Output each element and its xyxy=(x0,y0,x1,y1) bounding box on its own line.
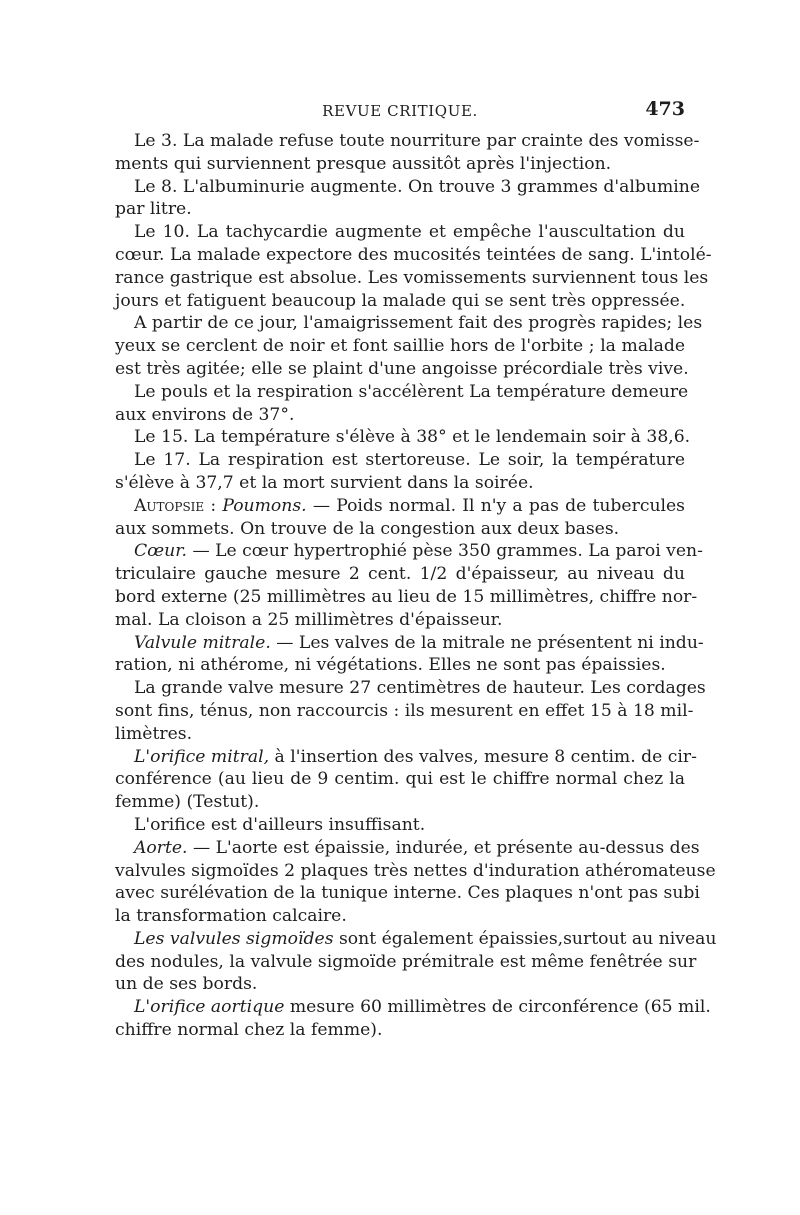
italic-text: Poumons. xyxy=(222,495,307,516)
text-line xyxy=(115,381,689,404)
text-run: est très agitée; elle se plaint d'une angoisse précordiale très vive. xyxy=(115,358,689,379)
text-line xyxy=(115,312,703,335)
text-run: Le 10. La tachycardie augmente et empêche l'auscultation du xyxy=(134,222,685,243)
text-line xyxy=(115,495,685,518)
text-run: — Les valves de la mitrale ne présentent ni indu- xyxy=(270,632,704,653)
text-line xyxy=(115,814,685,837)
text-line xyxy=(115,837,700,860)
text-line xyxy=(115,882,700,905)
text-line xyxy=(115,472,685,495)
text-line xyxy=(115,905,685,928)
text-run: cœur. La malade expectore des mucosités teintées de sang. L'intolé- xyxy=(115,244,712,265)
text-run: L'orifice est d'ailleurs insuffisant. xyxy=(134,814,426,835)
text-line xyxy=(115,404,685,427)
italic-text: L'orifice aortique xyxy=(134,997,285,1018)
text-line xyxy=(115,244,712,267)
text-line xyxy=(115,267,709,290)
text-line xyxy=(115,768,685,791)
text-line xyxy=(115,723,685,746)
text-run: sont également épaissies,surtout au niveau xyxy=(333,928,717,949)
text-line xyxy=(115,335,685,358)
text-line xyxy=(115,198,685,221)
text-run: s'élève à 37,7 et la mort survient dans la soirée. xyxy=(115,472,534,493)
text-line xyxy=(115,518,685,541)
text-run: ration, ni athérome, ni végétations. Elles ne sont pas épaissies. xyxy=(115,655,666,676)
text-run: — Le cœur hypertrophié pèse 350 grammes. La paroi ven- xyxy=(187,541,703,562)
text-line xyxy=(115,130,700,153)
text-line xyxy=(115,996,711,1019)
text-line xyxy=(115,654,685,677)
text-line xyxy=(115,973,685,996)
text-line xyxy=(115,426,691,449)
text-run: A partir de ce jour, l'amaigrissement fait des progrès rapides; les xyxy=(134,313,703,334)
text-line xyxy=(115,358,689,381)
text-run: : xyxy=(204,495,223,516)
text-run: femme) (Testut). xyxy=(115,792,260,813)
text-run: ments qui surviennent presque aussitôt après l'injection. xyxy=(115,153,612,174)
text-run: — Poids normal. Il n'y a pas de tubercules xyxy=(306,495,685,516)
text-line xyxy=(115,176,701,199)
text-run: un de ses bords. xyxy=(115,974,258,995)
text-run: valvules sigmoïdes 2 plaques très nettes d'induration athéromateuse xyxy=(115,860,716,881)
text-run: jours et fatiguent beaucoup la malade qui se sent très oppressée. xyxy=(115,290,686,311)
text-line xyxy=(115,700,694,723)
text-run: la transformation calcaire. xyxy=(115,906,347,927)
text-run: à l'insertion des valves, mesure 8 centim. de cir- xyxy=(269,746,697,767)
text-run: Le 17. La respiration est stertoreuse. Le soir, la température xyxy=(134,450,685,471)
text-run: rance gastrique est absolue. Les vomissements surviennent tous les xyxy=(115,267,709,288)
text-run: triculaire gauche mesure 2 cent. 1/2 d'épaisseur, au niveau du xyxy=(115,564,685,585)
running-head xyxy=(115,98,685,124)
text-run: Le pouls et la respiration s'accélèrent La température demeure xyxy=(134,381,689,402)
italic-text: Aorte. xyxy=(134,837,188,858)
text-run: aux sommets. On trouve de la congestion aux deux bases. xyxy=(115,518,620,539)
text-line xyxy=(115,791,685,814)
italic-text: Valvule mitrale. xyxy=(134,632,271,653)
text-run: Le 8. L'albuminurie augmente. On trouve 3 grammes d'albumine xyxy=(134,176,701,197)
text-line xyxy=(115,928,717,951)
text-run: mesure 60 millimètres de circonférence (65 mil. xyxy=(284,997,711,1018)
text-run: bord externe (25 millimètres au lieu de 15 millimètres, chiffre nor- xyxy=(115,586,698,607)
text-line xyxy=(115,746,697,769)
text-run: — L'aorte est épaissie, indurée, et présente au-dessus des xyxy=(187,837,700,858)
text-line xyxy=(115,860,716,883)
text-line xyxy=(115,632,704,655)
smallcaps-text: Autopsie xyxy=(134,495,205,516)
text-line xyxy=(115,449,685,472)
text-line xyxy=(115,1019,685,1042)
page-number: 473 xyxy=(645,98,685,120)
text-run: par litre. xyxy=(115,199,192,220)
text-run: conférence (au lieu de 9 centim. qui est le chiffre normal chez la xyxy=(115,769,685,790)
text-run: aux environs de 37°. xyxy=(115,404,295,425)
text-line xyxy=(115,677,706,700)
italic-text: Cœur. xyxy=(134,541,188,562)
text-run: limètres. xyxy=(115,723,193,744)
text-line xyxy=(115,540,703,563)
text-run: yeux se cerclent de noir et font saillie hors de l'orbite ; la malade xyxy=(115,336,685,357)
body-text xyxy=(115,130,717,1042)
text-run: Le 3. La malade refuse toute nourriture par crainte des vomisse- xyxy=(134,131,700,151)
text-line xyxy=(115,290,685,313)
text-run: avec surélévation de la tunique interne. Ces plaques n'ont pas subi xyxy=(115,883,700,904)
text-line xyxy=(115,951,697,974)
text-line xyxy=(115,563,685,586)
text-run: chiffre normal chez la femme). xyxy=(115,1020,383,1041)
text-run: des nodules, la valvule sigmoïde prémitrale est même fenêtrée sur xyxy=(115,951,697,972)
italic-text: L'orifice mitral, xyxy=(134,746,270,767)
text-run: Le 15. La température s'élève à 38° et le lendemain soir à 38,6. xyxy=(134,427,691,448)
text-line xyxy=(115,586,698,609)
text-run: mal. La cloison a 25 millimètres d'épaisseur. xyxy=(115,609,503,630)
text-run: sont fins, ténus, non raccourcis : ils mesurent en effet 15 à 18 mil- xyxy=(115,700,694,721)
text-line xyxy=(115,221,685,244)
text-line xyxy=(115,609,685,632)
text-line xyxy=(115,153,685,176)
text-run: La grande valve mesure 27 centimètres de hauteur. Les cordages xyxy=(134,678,706,699)
italic-text: Les valvules sigmoïdes xyxy=(134,928,334,949)
running-title: REVUE CRITIQUE. xyxy=(322,102,478,120)
